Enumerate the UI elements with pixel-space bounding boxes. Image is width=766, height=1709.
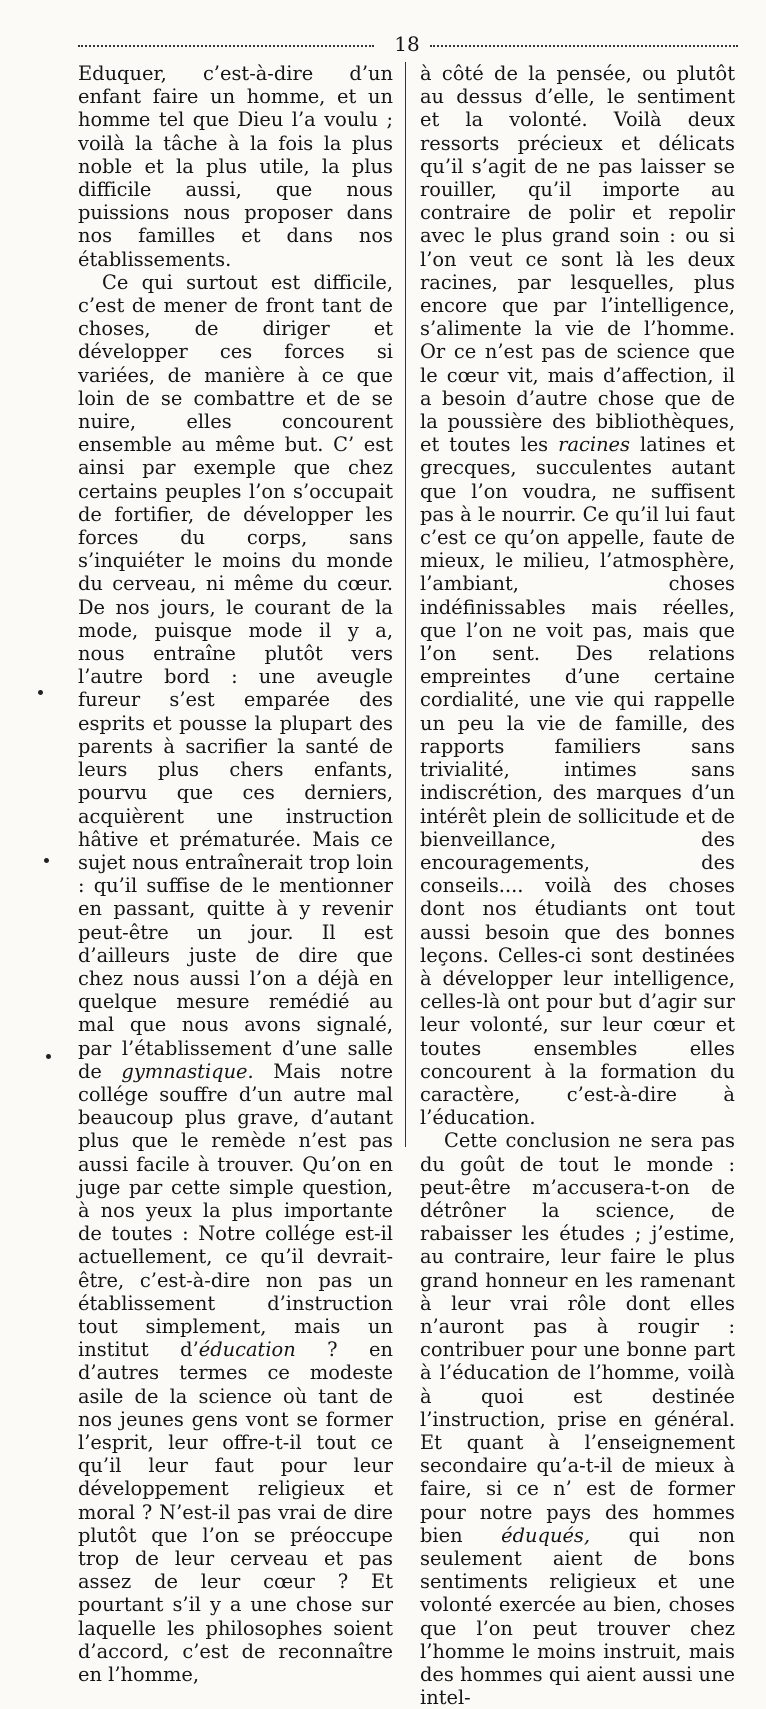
text-run: ? en d’autres termes ce modeste asile de la science où tant de nos jeunes gens vont se former l’esprit, leur offre-t-il tout ce qu’il leur faut pour leur développement religieux et moral ? N’est-il pas vrai de dire plutôt que l’on se préoccupe trop de leur cerveau et pas assez de leur cœur ? Et pourtant s’il y a une chose sur laquelle les philosophes soient d’accord, c’est de reconnaître en l’homme, [78, 1338, 393, 1687]
text-run: Ce qui surtout est difficile, c’est de mener de front tant de choses, de diriger et développer ces forces si variées, de manière à ce que loin de se combattre et de se nuire, elles concourent ensemble au même but. C’ est ainsi par exemple que chez certains peuples l’on s’occupait de fortifier, de développer les forces du corps, sans s’inquiéter le moins du monde du cerveau, ni même du cœur. De nos jours, le courant de la mode, puisque mode il y a, nous entraîne plutôt vers l’autre bord : une aveugle fureur s’est emparée des esprits et pousse la plupart des parents à sacrifier la santé de leurs plus chers enfants, pourvu que ces derniers, acquièrent une instruction hâtive et prématurée. Mais ce sujet nous entraînerait trop loin : qu’il suffise de le mentionner en passant, quitte à y revenir peut-être un jour. Il est d’ailleurs juste de dire que chez nous aussi l’on a déjà en quelque mesure remédié au mal que nous avons signalé, par l’établissement d’une salle de [78, 270, 393, 1083]
left-paragraph-2 [78, 271, 393, 1686]
page-number: 18 [394, 32, 420, 56]
page-header [78, 33, 738, 55]
margin-ink-dot [44, 858, 49, 863]
italic-word-gymnastique: gymnastique. [121, 1059, 254, 1083]
left-paragraph-1: Eduquer, c’est-à-dire d’un enfant faire un homme, et un homme tel que Dieu l’a voulu ; voilà la tâche à la fois la plus noble et la plus utile, la plus difficile aussi, que nous puissions nous proposer dans nos familles et dans nos établissements. [78, 62, 393, 271]
italic-word-education: éducation [198, 1338, 296, 1362]
header-rule-left [78, 45, 374, 47]
italic-word-racines: racines [558, 433, 630, 457]
right-column [420, 62, 735, 1709]
margin-ink-dot [46, 1054, 51, 1059]
text-run: qui non seulement aient de bons sentiments religieux et une volonté exercée au bien, choses que l’on peut trouver chez l’homme le moins instruit, mais des hommes qui aient aussi une intel- [420, 1523, 735, 1709]
text-run: Mais notre collége souffre d’un autre mal beaucoup plus grave, d’autant plus que le remède n’est pas aussi facile à trouver. Qu’on en juge par cette simple question, à nos yeux la plus importante de toutes : Notre collége est-il actuellement, ce qu’il devrait-être, c’est-à-dire non pas un établissement d’instruction tout simplement, mais un institut d’ [78, 1059, 393, 1362]
text-run: Cette conclusion ne sera pas du goût de tout le monde : peut-être m’accusera-t-on de détrôner la science, de rabaisser les études ; j’estime, au contraire, leur faire le plus grand honneur en les ramenant à leur vrai rôle dont elles n’auront pas à rougir : contribuer pour une bonne part à l’éducation de l’homme, voilà à quoi est destinée l’instruction, prise en général. Et quant à l’enseignement secondaire qu’a-t-il de mieux à faire, si ce n’ est de former pour notre pays des hommes bien [420, 1129, 735, 1547]
text-run: à côté de la pensée, ou plutôt au dessus d’elle, le sentiment et la volonté. Voilà deux ressorts précieux et délicats qu’il s’agit de ne pas laisser se rouiller, qu’il importe au contraire de polir et repolir avec le plus grand soin : ou si l’on veut ce sont là les deux racines, par lesquelles, plus encore que par l’intelligence, s’alimente la vie de l’homme. Or ce n’est pas de science que le cœur vit, mais d’affection, il a besoin d’autre chose que de la poussière des bibliothèques, et toutes les [420, 62, 735, 457]
italic-word-eduques: éduqués, [501, 1523, 591, 1547]
text-run: latines et grecques, succulentes autant que l’on voudra, ne suffisent pas à le nourrir. Ce qu’il lui faut c’est ce qu’on appelle, faute de mieux, le milieu, l’atmosphère, l’ambiant, choses indéfinissables mais réelles, que l’on ne voit pas, mais que l’on sent. Des relations empreintes d’une certaine cordialité, une vie qui rappelle un peu la vie de famille, des rapports familiers sans trivialité, intimes sans indiscrétion, des marques d’un intérêt plein de sollicitude et de bienveillance, des encouragements, des conseils.... voilà des choses dont nos étudiants ont tout aussi besoin que des bonnes leçons. Celles-ci sont destinées à développer leur intelligence, celles-là ont pour but d’agir sur leur volonté, sur leur cœur et toutes ensembles elles concourent à la formation du caractère, c’est-à-dire à l’éducation. [420, 433, 735, 1130]
right-paragraph-1 [420, 62, 735, 1129]
column-divider [405, 62, 406, 1147]
right-paragraph-2 [420, 1129, 735, 1709]
header-rule-right [430, 45, 738, 47]
left-column [78, 62, 393, 1687]
margin-ink-dot [38, 690, 43, 695]
